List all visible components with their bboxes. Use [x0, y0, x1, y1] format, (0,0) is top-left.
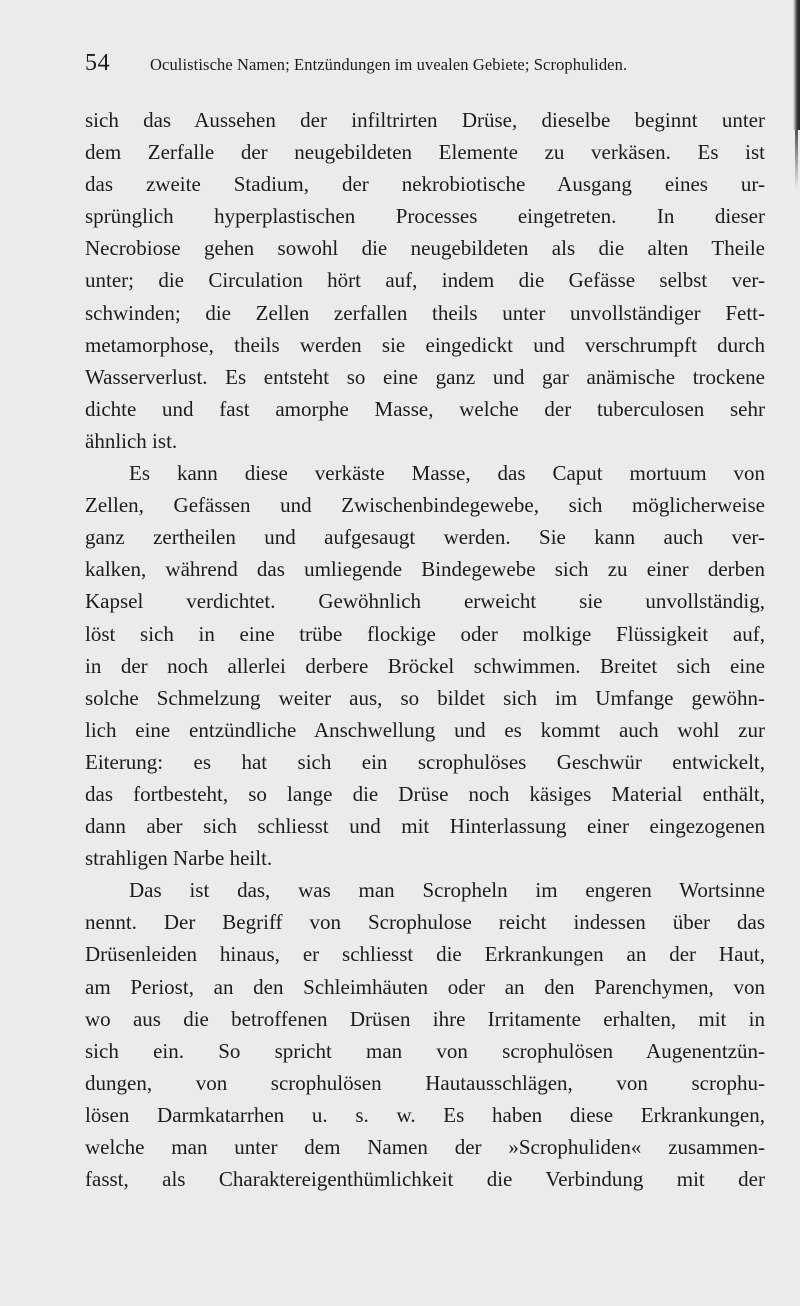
text-line: in der noch allerlei derbere Bröckel schwimmen. Breitet sich eine: [85, 653, 765, 678]
text-line: dem Zerfalle der neugebildeten Elemente zu verkäsen. Es ist: [85, 140, 765, 165]
text-line: metamorphose, theils werden sie eingedickt und verschrumpft durch: [85, 332, 765, 357]
text-line: fasst, als Charaktereigenthümlichkeit die Verbindung mit der: [85, 1167, 765, 1192]
text-line: lösen Darmkatarrhen u. s. w. Es haben diese Erkrankungen,: [85, 1102, 765, 1127]
page-edge-shadow-fade: [795, 130, 798, 190]
text-line: sich ein. So spricht man von scrophulösen Augenentzün-: [85, 1038, 765, 1063]
text-line: Necrobiose gehen sowohl die neugebildeten als die alten Theile: [85, 236, 765, 261]
text-line: ganz zertheilen und aufgesaugt werden. Sie kann auch ver-: [85, 525, 765, 550]
text-line: welche man unter dem Namen der »Scrophuliden« zusammen-: [85, 1135, 765, 1159]
text-line: dungen, von scrophulösen Hautausschlägen, von scrophu-: [85, 1070, 765, 1095]
text-line: das zweite Stadium, der nekrobiotische Ausgang eines ur-: [85, 172, 765, 197]
page-number: 54: [85, 50, 110, 76]
text-line: Wasserverlust. Es entsteht so eine ganz und gar anämische trockene: [85, 364, 765, 389]
text-line: schwinden; die Zellen zerfallen theils unter unvollständiger Fett-: [85, 300, 765, 325]
text-line: wo aus die betroffenen Drüsen ihre Irritamente erhalten, mit in: [85, 1006, 765, 1031]
text-line: Drüsenleiden hinaus, er schliesst die Erkrankungen an der Haut,: [85, 942, 765, 967]
text-line: dann aber sich schliesst und mit Hinterlassung einer eingezogenen: [85, 814, 765, 839]
text-line: Es kann diese verkäste Masse, das Caput mortuum von: [129, 461, 765, 486]
text-line: kalken, während das umliegende Bindegewebe sich zu einer derben: [85, 557, 765, 582]
text-line: Das ist das, was man Scropheln im engeren Wortsinne: [129, 878, 765, 903]
page-edge-shadow: [793, 0, 800, 130]
text-line: das fortbesteht, so lange die Drüse noch käsiges Material enthält,: [85, 781, 765, 806]
running-head-title: Oculistische Namen; Entzündungen im uvealen Gebiete; Scrophuliden.: [150, 55, 628, 74]
text-line: Kapsel verdichtet. Gewöhnlich erweicht sie unvollständig,: [85, 589, 765, 614]
text-line: solche Schmelzung weiter aus, so bildet sich im Umfange gewöhn-: [85, 685, 765, 710]
text-line: strahligen Narbe heilt.: [85, 846, 273, 871]
text-line: löst sich in eine trübe flockige oder molkige Flüssigkeit auf,: [85, 621, 765, 646]
text-line: Eiterung: es hat sich ein scrophulöses Geschwür entwickelt,: [85, 749, 765, 774]
text-line: sich das Aussehen der infiltrirten Drüse, dieselbe beginnt unter: [85, 108, 765, 132]
text-line: ähnlich ist.: [85, 428, 178, 453]
running-head: [85, 50, 725, 80]
text-line: am Periost, an den Schleimhäuten oder an den Parenchymen, von: [85, 974, 765, 999]
text-line: nennt. Der Begriff von Scrophulose reicht indessen über das: [85, 910, 765, 935]
text-line: lich eine entzündliche Anschwellung und es kommt auch wohl zur: [85, 717, 765, 742]
text-line: unter; die Circulation hört auf, indem die Gefässe selbst ver-: [85, 268, 765, 293]
text-line: Zellen, Gefässen und Zwischenbindegewebe, sich möglicherweise: [85, 493, 765, 518]
text-line: sprünglich hyperplastischen Processes eingetreten. In dieser: [85, 204, 765, 229]
body-text: [85, 104, 765, 1195]
text-line: dichte und fast amorphe Masse, welche der tuberculosen sehr: [85, 396, 765, 421]
